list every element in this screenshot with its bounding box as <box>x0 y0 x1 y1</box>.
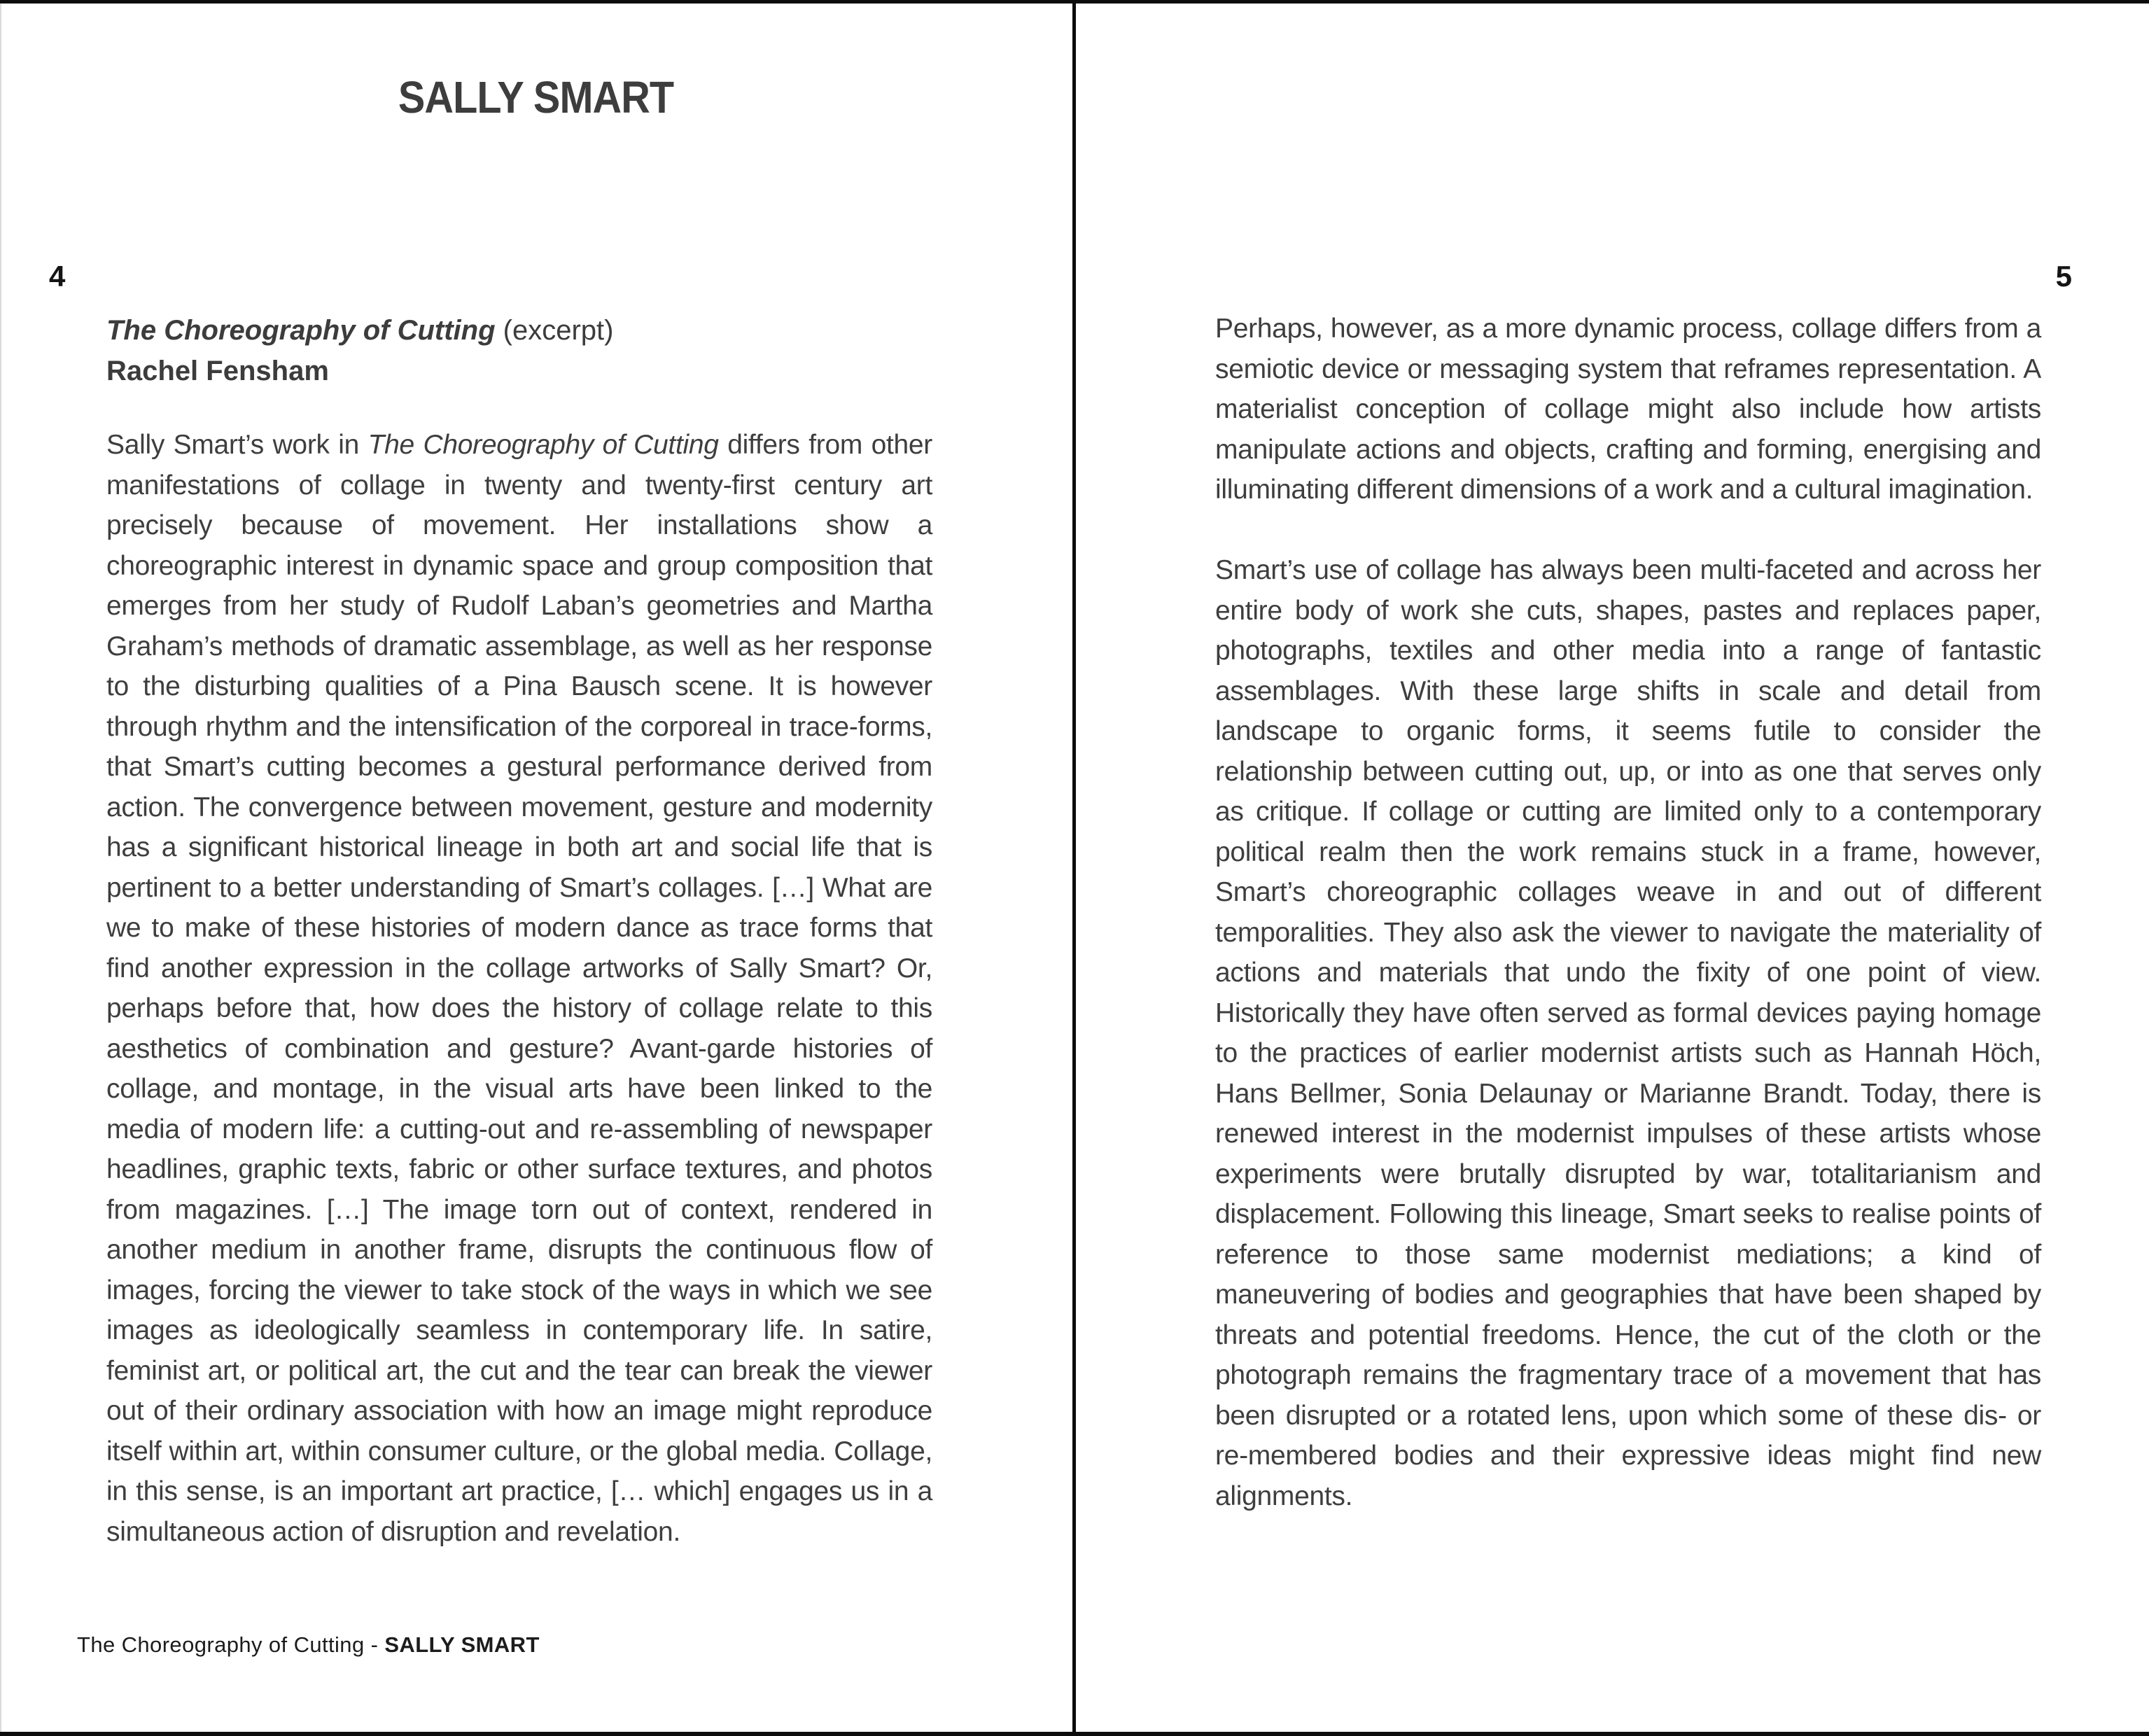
left-body-paragraph <box>106 425 932 1552</box>
body-text-run: differs from other manifestations of collage in twenty and twenty-first century art precisely because of movement. Her installations show a choreographic interest in dynamic space and group composition that emerges from her study of Rudolf Laban’s geometries and Martha Graham’s methods of dramatic assemblage, as well as her response to the disturbing qualities of a Pina Bausch scene. It is however through rhythm and the intensification of the corporeal in trace-forms, that Smart’s cutting becomes a gestural performance derived from action. The convergence between movement, gesture and modernity has a significant historical lineage in both art and social life that is pertinent to a better understanding of Smart’s collages. […] What are we to make of these histories of modern dance as trace forms that find another expression in the collage artworks of Sally Smart? Or, perhaps before that, how does the history of collage relate to this aesthetics of combination and gesture? Avant-garde histories of collage, and montage, in the visual arts have been linked to the media of modern life: a cutting-out and re-assembling of newspaper headlines, graphic texts, fabric or other surface textures, and photos from magazines. […] The image torn out of context, rendered in another medium in another frame, disrupts the continuous flow of images, forcing the viewer to take stock of the ways in which we see images as ideologically seamless in contemporary life. In satire, feminist art, or political art, the cut and the tear can break the viewer out of their ordinary association with how an image might reproduce itself within art, within consumer culture, or the global media. Collage, in this sense, is an important art practice, [… which] engages us in a simultaneous action of disruption and revelation. <box>106 430 932 1547</box>
right-page-body <box>1215 309 2041 1516</box>
essay-author: Rachel Fensham <box>106 355 329 386</box>
body-italic-work-title: The Choreography of Cutting <box>368 430 719 460</box>
footer-work-title: The Choreography of Cutting - <box>77 1632 385 1657</box>
essay-title-line <box>106 311 932 351</box>
right-body-paragraph-2: Smart’s use of collage has always been multi-faceted and across her entire body of work she cuts, shapes, pastes and replaces paper, photographs, textiles and other media into a range of fantastic assemblages. With these large shifts in scale and detail from landscape to organic forms, it seems futile to consider the relationship between cutting out, up, or into as one that serves only as critique. If collage or cutting are limited only to a contemporary political realm then the work remains stuck in a frame, however, Smart’s choreographic collages weave in and out of different temporalities. They also ask the viewer to navigate the materiality of actions and materials that undo the fixity of one point of view. Historically they have often served as formal devices paying homage to the practices of earlier modernist artists such as Hannah Höch, Hans Bellmer, Sonia Delaunay or Marianne Brandt. Today, there is renewed interest in the modernist impulses of these artists whose experiments were brutally disrupted by war, totalitarianism and displacement. Following this lineage, Smart seeks to realise points of reference to those same modernist mediations; a kind of maneuvering of bodies and geographies that have been shaped by threats and potential freedoms. Hence, the cut of the cloth or the photograph remains the fragmentary trace of a movement that has been disrupted or a rotated lens, upon which some of these dis- or re-membered bodies and their expressive ideas might find new alignments. <box>1215 555 2041 1511</box>
footer-artist-name: SALLY SMART <box>384 1632 540 1657</box>
page-number-right: 5 <box>2055 260 2072 293</box>
artist-name-title: SALLY SMART <box>398 72 674 122</box>
body-text-run: Sally Smart’s work in <box>106 430 368 460</box>
page-title-block <box>0 71 1072 123</box>
essay-title-excerpt-suffix: (excerpt) <box>495 315 614 346</box>
running-footer <box>77 1633 540 1657</box>
right-body-paragraph-1: Perhaps, however, as a more dynamic process, collage differs from a semiotic device or messaging system that reframes representation. A materialist conception of collage might also include how artists manipulate actions and objects, crafting and forming, energising and illuminating different dimensions of a work and a cultural imagination. <box>1215 314 2041 505</box>
essay-heading <box>106 311 932 391</box>
page-divider <box>1072 0 1076 1736</box>
page-number-left: 4 <box>49 260 66 293</box>
left-page-body <box>106 425 932 1552</box>
essay-title: The Choreography of Cutting <box>106 315 496 346</box>
bottom-border-rule <box>0 1732 2149 1736</box>
scan-left-edge <box>0 0 1 1736</box>
